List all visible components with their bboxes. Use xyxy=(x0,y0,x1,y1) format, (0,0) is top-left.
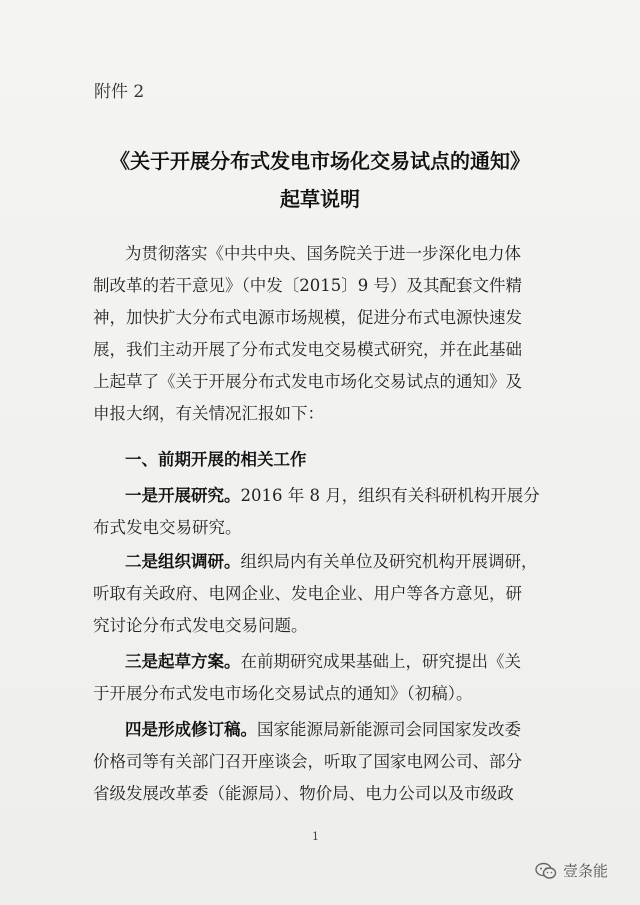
item-4-line-2: 价格司等有关部门召开座谈会，听取了国家电网公司、部分 xyxy=(93,752,522,771)
item-4-lead: 四是形成修订稿。 xyxy=(125,720,257,739)
page-number: 1 xyxy=(312,830,319,843)
item-4-line-1 xyxy=(125,716,640,740)
item-1-line-1 xyxy=(125,482,640,506)
item-3-text: 在前期研究成果基础上，研究提出《关 xyxy=(240,652,521,671)
document-subtitle: 起草说明 xyxy=(280,187,360,211)
item-3-line-1 xyxy=(125,648,640,672)
item-3-lead: 三是起草方案。 xyxy=(125,652,241,671)
attachment-label: 附件 2 xyxy=(94,82,145,102)
intro-line-1: 为贯彻落实《中共中央、国务院关于进一步深化电力体 xyxy=(125,244,521,263)
item-2-line-3: 究讨论分布式发电交易问题。 xyxy=(93,616,308,635)
item-2-lead: 二是组织调研。 xyxy=(125,552,241,571)
item-2-line-1 xyxy=(125,548,640,572)
watermark-text: 壹条能 xyxy=(563,862,609,880)
document-title: 《关于开展分布式发电市场化交易试点的通知》 xyxy=(110,149,530,173)
intro-line-2: 制改革的若干意见》（中发〔2015〕9 号）及其配套文件精 xyxy=(93,276,522,295)
item-1-lead: 一是开展研究。 xyxy=(125,486,241,505)
item-4-line-3: 省级发展改革委（能源局）、物价局、电力公司以及市级政 xyxy=(93,784,514,803)
item-2-text: 组织局内有关单位及研究机构开展调研， xyxy=(240,552,538,571)
intro-line-4: 展，我们主动开展了分布式发电交易模式研究，并在此基础 xyxy=(93,340,522,359)
intro-line-6: 申报大纲，有关情况汇报如下： xyxy=(93,404,324,423)
section-heading: 一、前期开展的相关工作 xyxy=(125,450,307,469)
item-1-line-2: 布式发电交易研究。 xyxy=(93,518,242,537)
intro-line-5: 上起草了《关于开展分布式发电市场化交易试点的通知》及 xyxy=(93,372,522,391)
item-2-line-2: 听取有关政府、电网企业、发电企业、用户等各方意见，研 xyxy=(93,584,522,603)
watermark xyxy=(535,860,608,881)
wechat-icon xyxy=(535,862,557,880)
intro-line-3: 神，加快扩大分布式电源市场规模，促进分布式电源快速发 xyxy=(93,308,522,327)
item-1-text: 2016 年 8 月，组织有关科研机构开展分 xyxy=(240,486,540,505)
item-4-text: 国家能源局新能源司会同国家发改委 xyxy=(257,720,521,739)
item-3-line-2: 于开展分布式发电市场化交易试点的通知》（初稿）。 xyxy=(93,684,473,703)
